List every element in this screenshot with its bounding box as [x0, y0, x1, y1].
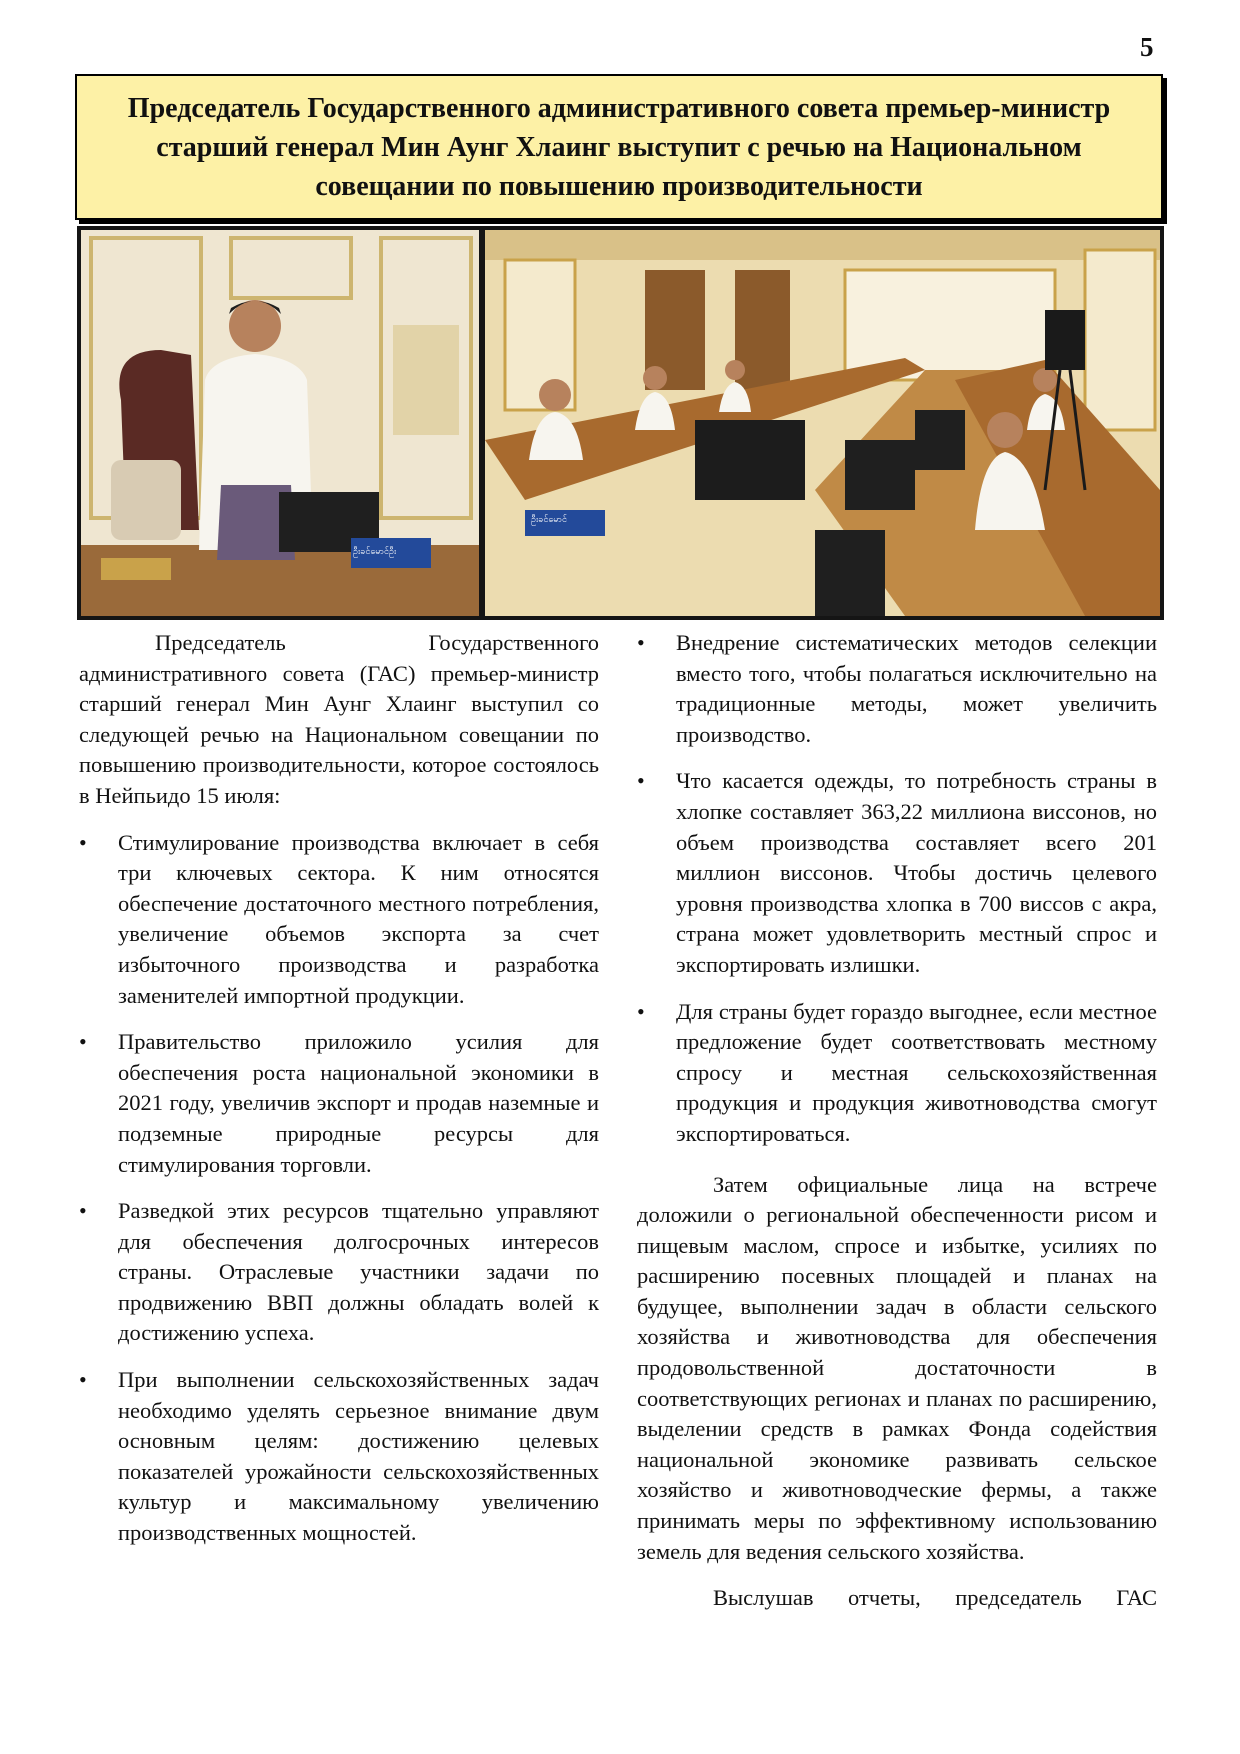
list-item: • Стимулирование производства включает в себя три ключевых сектора. К ним относятся обеспечение достаточного местного потребления, увеличение объемов экспорта за счет избыточного производства и разработка заменителей импортной продукции. [79, 828, 599, 1012]
meeting-hall-illustration [485, 230, 1160, 616]
photo-strip [77, 226, 1164, 620]
left-bullet-list [79, 828, 599, 1549]
nameplate-left: ဦးခင်မောင်ဦး [353, 547, 397, 557]
continuation-line: Выслушав отчеты, председатель ГАС [713, 1585, 1157, 1611]
list-item: • Разведкой этих ресурсов тщательно управляют для обеспечения долгосрочных интересов страны. Отраслевые участники задачи по продвижению ВВП должны обладать волей к достижению успеха. [79, 1196, 599, 1349]
right-column [637, 628, 1157, 1614]
intro-paragraph: Председатель Государственного административного совета (ГАС) премьер-министр старший генерал Мин Аунг Хлаинг выступил со следующей речью на Национальном совещании по повышению производительности, которое состоялось в Нейпьидо 15 июля: [79, 630, 599, 808]
chairman-photo-illustration [81, 230, 479, 616]
nameplate-right: ဦးခင်မောင် [531, 515, 568, 525]
photo-meeting-hall [485, 230, 1160, 616]
list-item: • Что касается одежды, то потребность страны в хлопке составляет 363,22 миллиона виссонов, но объем производства составляет всего 201 миллион виссонов. Чтобы достичь целевого уровня производства хлопка в 700 виссов с акра, страна может удовлетворить местный спрос и экспортировать излишки. [637, 766, 1157, 980]
list-item: • Правительство приложило усилия для обеспечения роста национальной экономики в 2021 году, увеличив экспорт и продав наземные и подземные природные ресурсы для стимулирования торговли. [79, 1027, 599, 1180]
list-item: • Для страны будет гораздо выгоднее, если местное предложение будет соответствовать местному спросу и местная сельскохозяйственная продукция и продукция животноводства смогут экспортироваться. [637, 997, 1157, 1150]
report-paragraph: Затем официальные лица на встрече доложили о региональной обеспеченности рисом и пищевым маслом, спросе и избытке, усилиях по расширению посевных площадей и планах на будущее, выполнении задач в области сельского хозяйства и животноводства для обеспечения продовольственной достаточности в соответствующих регионах и планах по расширению, выделении средств в рамках Фонда содействия национальной экономике развивать сельское хозяйство и животноводческие фермы, а также принимать меры по эффективному использованию земель для ведения сельского хозяйства. [637, 1171, 1157, 1564]
photo-chairman-speaking [81, 230, 479, 616]
left-column [79, 628, 599, 1565]
page-number: 5 [1140, 32, 1154, 62]
headline-box [75, 74, 1163, 220]
headline: Председатель Государственного административного совета премьер-министр старший генерал Мин Аунг Хлаинг выступит с речью на Национальном совещании по повышению производительности [127, 92, 1111, 202]
list-item: • При выполнении сельскохозяйственных задач необходимо уделять серьезное внимание двум основным целям: достижению целевых показателей урожайности сельскохозяйственных культур и максимальному увеличению производственных мощностей. [79, 1365, 599, 1549]
list-item: • Внедрение систематических методов селекции вместо того, чтобы полагаться исключительно на традиционные методы, может увеличить производство. [637, 628, 1157, 750]
right-bullet-list [637, 628, 1157, 1150]
